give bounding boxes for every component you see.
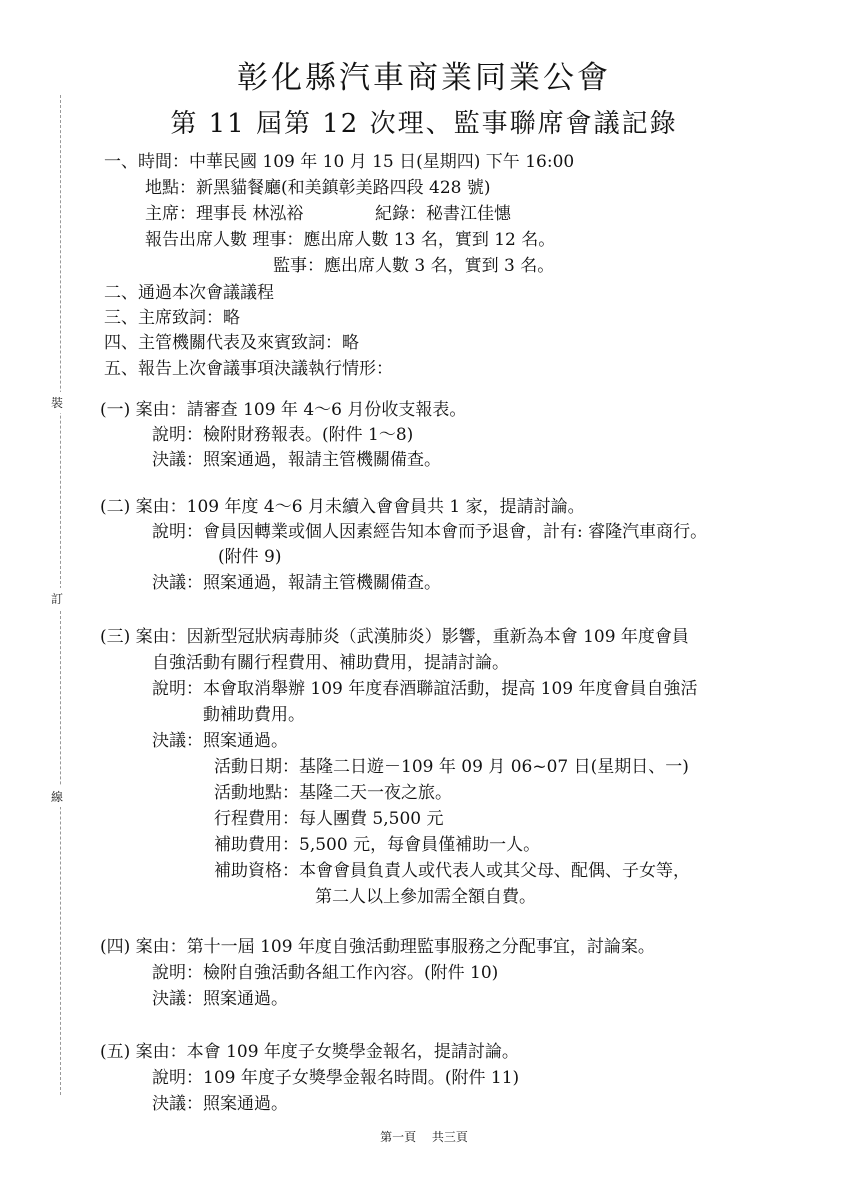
agenda-item-2: 二、通過本次會議議程 [104,283,274,303]
case-3-subject-cont: 自強活動有關行程費用、補助費用，提請討論。 [152,653,509,673]
agenda-item-5: 五、報告上次會議事項決議執行情形： [104,359,393,379]
agenda-item-4: 四、主管機關代表及來賓致詞：略 [104,333,359,353]
case-4-subject: (四) 案由：第十一屆 109 年度自強活動理監事服務之分配事宜，討論案。 [100,937,655,957]
page-total: 共三頁 [431,1130,468,1144]
case-5-resolution: 決議：照案通過。 [152,1094,288,1114]
case-3-activity-date: 活動日期：基隆二日遊－109 年 09 月 06~07 日(星期日、一) [214,757,689,777]
case-1-resolution: 決議：照案通過，報請主管機關備查。 [152,450,441,470]
case-3-description-cont: 動補助費用。 [203,705,305,725]
case-1-description: 說明：檢附財務報表。(附件 1～8) [152,425,414,445]
meeting-time: 一、時間：中華民國 109 年 10 月 15 日(星期四) 下午 16:00 [104,152,575,172]
case-3-activity-place: 活動地點：基隆二天一夜之旅。 [214,783,452,803]
case-3-description: 說明：本會取消舉辦 109 年度春酒聯誼活動，提高 109 年度會員自強活 [152,679,698,699]
case-4-description: 說明：檢附自強活動各組工作內容。(附件 10) [152,963,499,983]
attendance-supervisors: 監事：應出席人數 3 名，實到 3 名。 [273,256,555,276]
case-3-subsidy: 補助費用：5,500 元，每會員僅補助一人。 [214,835,541,855]
case-1-subject: (一) 案由：請審查 109 年 4～6 月份收支報表。 [100,400,467,420]
org-name: 彰化縣汽車商業同業公會 [237,60,611,96]
case-3-subject: (三) 案由：因新型冠狀病毒肺炎（武漢肺炎）影響，重新為本會 109 年度會員 [100,627,689,647]
page-footer [0,1128,848,1145]
case-5-subject: (五) 案由：本會 109 年度子女獎學金報名，提請討論。 [100,1042,519,1062]
case-4-resolution: 決議：照案通過。 [152,989,288,1009]
case-2-subject: (二) 案由：109 年度 4～6 月未續入會會員共 1 家，提請討論。 [100,497,585,517]
case-3-trip-fee: 行程費用：每人團費 5,500 元 [214,809,444,829]
case-5-description: 說明：109 年度子女獎學金報名時間。(附件 11) [152,1068,520,1088]
agenda-item-3: 三、主席致詞：略 [104,308,240,328]
case-3-eligibility: 補助資格：本會會員負責人或代表人或其父母、配偶、子女等， [214,861,690,881]
binding-mark-ding: 訂 [51,588,63,609]
page-number: 第一頁 [380,1130,417,1144]
case-3-resolution: 決議：照案通過。 [152,731,288,751]
meeting-title: 第 11 屆第 12 次理、監事聯席會議記錄 [170,109,678,139]
binding-mark-zhuang: 裝 [51,392,63,413]
meeting-recorder: 紀錄：秘書江佳憓 [375,204,511,224]
case-2-description: 說明：會員因轉業或個人因素經告知本會而予退會，計有: 睿隆汽車商行。 [152,522,708,542]
attendance-directors: 報告出席人數 理事：應出席人數 13 名，實到 12 名。 [145,230,556,250]
meeting-chair: 主席：理事長 林泓裕 [145,204,304,224]
case-2-resolution: 決議：照案通過，報請主管機關備查。 [152,573,441,593]
case-2-attachment: (附件 9) [218,547,282,567]
case-3-eligibility-cont: 第二人以上參加需全額自費。 [315,887,536,907]
meeting-place: 地點：新黑貓餐廳(和美鎮彰美路四段 428 號) [145,178,491,198]
binding-mark-xian: 線 [51,786,63,807]
